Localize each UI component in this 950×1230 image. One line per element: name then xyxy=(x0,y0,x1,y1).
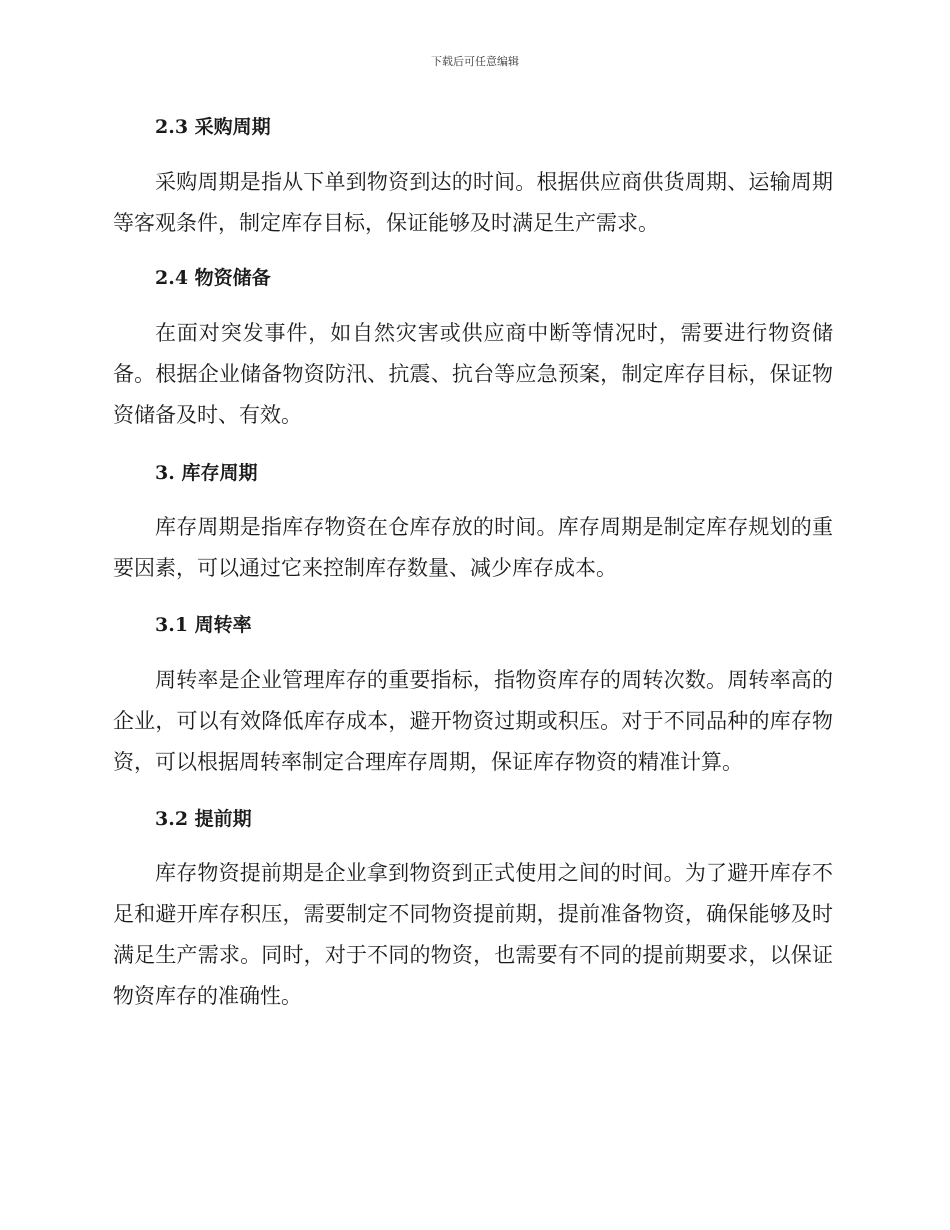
section-paragraph-3: 库存周期是指库存物资在仓库存放的时间。库存周期是制定库存规划的重要因素，可以通过它来控制库存数量、减少库存成本。 xyxy=(113,515,833,580)
section-paragraph-3-1: 周转率是企业管理库存的重要指标，指物资库存的周转次数。周转率高的企业，可以有效降低库存成本，避开物资过期或积压。对于不同品种的库存物资，可以根据周转率制定合理库存周期，保证库存物资的精准计算。 xyxy=(113,668,833,774)
section-paragraph-3-2: 库存物资提前期是企业拿到物资到正式使用之间的时间。为了避开库存不足和避开库存积压，需要制定不同物资提前期，提前准备物资，确保能够及时满足生产需求。同时，对于不同的物资，也需要有不同的提前期要求，以保证物资库存的准确性。 xyxy=(113,861,833,1008)
page-header-note: 下载后可任意编辑 xyxy=(431,55,519,68)
section-heading-3: 3. 库存周期 xyxy=(155,462,258,484)
section-heading-3-2: 3.2 提前期 xyxy=(155,808,252,830)
section-heading-2-3: 2.3 采购周期 xyxy=(155,116,271,138)
section-paragraph-2-3: 采购周期是指从下单到物资到达的时间。根据供应商供货周期、运输周期等客观条件，制定库存目标，保证能够及时满足生产需求。 xyxy=(113,170,833,235)
section-paragraph-2-4: 在面对突发事件，如自然灾害或供应商中断等情况时，需要进行物资储备。根据企业储备物资防汛、抗震、抗台等应急预案，制定库存目标，保证物资储备及时、有效。 xyxy=(113,321,833,427)
section-heading-2-4: 2.4 物资储备 xyxy=(155,267,271,289)
section-heading-3-1: 3.1 周转率 xyxy=(155,614,252,636)
